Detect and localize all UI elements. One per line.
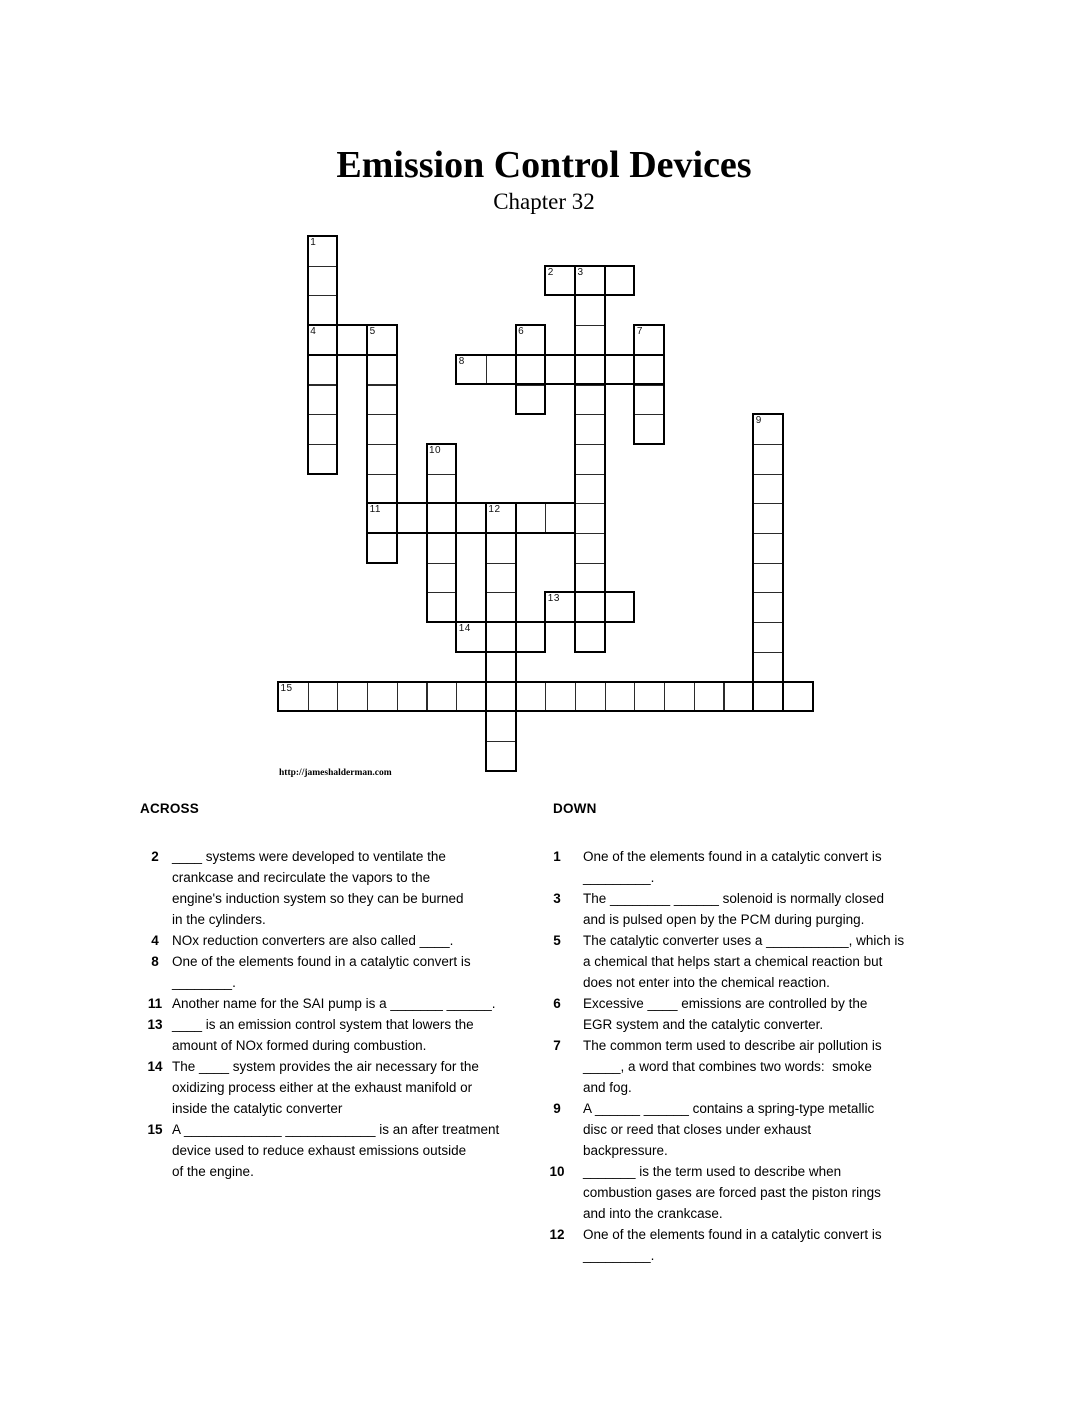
cell-number: 7 (636, 326, 643, 338)
grid-cell (545, 682, 576, 713)
grid-cell (367, 682, 398, 713)
grid-cell (486, 622, 517, 653)
clue-line: a chemical that helps start a chemical reaction but (583, 954, 883, 969)
cell-number: 1 (310, 237, 317, 248)
clue-line: and fog. (583, 1080, 632, 1095)
clue-text (583, 1224, 882, 1266)
grid-cell (575, 474, 606, 505)
grid-cell (427, 563, 458, 594)
clue-text (172, 930, 453, 951)
grid-cell (753, 533, 784, 564)
clue-line: does not enter into the chemical reaction. (583, 975, 830, 990)
cell-number: 2 (547, 266, 554, 278)
clue-text (583, 930, 904, 993)
grid-cell (516, 682, 547, 713)
clue-line: _________. (583, 870, 655, 885)
clue-number: 12 (549, 1227, 565, 1242)
grid-cell (753, 682, 784, 713)
cell-number: 14 (458, 623, 471, 635)
grid-cell (575, 533, 606, 564)
clue-line: EGR system and the catalytic converter. (583, 1017, 824, 1032)
down-header: DOWN (553, 801, 597, 816)
grid-cell (575, 295, 606, 326)
grid-cell (308, 355, 339, 386)
clue-10 (544, 1161, 974, 1224)
clue-11 (142, 993, 572, 1014)
grid-cell (753, 474, 784, 505)
grid-cell (694, 682, 725, 713)
grid-cell (367, 385, 398, 416)
grid-cell (753, 622, 784, 653)
grid-cell (575, 414, 606, 445)
clue-number: 3 (553, 891, 561, 906)
grid-cell (367, 474, 398, 505)
clue-line: One of the elements found in a catalytic convert is (583, 1227, 882, 1242)
clue-number: 10 (549, 1164, 565, 1179)
cell-number: 12 (488, 504, 501, 516)
grid-cell (575, 563, 606, 594)
clue-13 (142, 1014, 572, 1056)
grid-cell (545, 355, 576, 386)
cell-number: 11 (369, 504, 381, 516)
grid-cell (575, 355, 606, 386)
grid-cell (634, 385, 665, 416)
clue-4 (142, 930, 572, 951)
clue-line: inside the catalytic converter (172, 1101, 343, 1116)
grid-cell (575, 385, 606, 416)
clue-number: 1 (553, 849, 561, 864)
clue-line: NOx reduction converters are also called ____. (172, 933, 454, 948)
grid-cell (516, 622, 547, 653)
clue-line: in the cylinders. (172, 912, 266, 927)
grid-cell (486, 652, 517, 683)
clue-14 (142, 1056, 572, 1119)
grid-cell (308, 682, 339, 713)
clue-text (172, 993, 495, 1014)
clue-line: and is pulsed open by the PCM during purging. (583, 912, 865, 927)
source-url: http://jameshalderman.com (279, 768, 392, 778)
clue-number: 6 (553, 996, 561, 1011)
clue-line: engine's induction system so they can be burned (172, 891, 464, 906)
grid-cell (308, 444, 339, 475)
clue-number: 15 (147, 1122, 163, 1137)
grid-cell (783, 682, 814, 713)
grid-cell (427, 682, 458, 713)
grid-cell (427, 474, 458, 505)
cell-number: 8 (458, 355, 465, 367)
grid-cell (634, 355, 665, 386)
grid-cell (605, 266, 636, 297)
clue-number: 9 (553, 1101, 561, 1116)
clue-9 (544, 1098, 974, 1161)
grid-cell (605, 592, 636, 623)
clue-line: The common term used to describe air pollution is (583, 1038, 882, 1053)
clue-line: disc or reed that closes under exhaust (583, 1122, 812, 1137)
cell-number: 9 (755, 415, 762, 427)
cell-number: 15 (280, 682, 293, 694)
clue-line: One of the elements found in a catalytic convert is (172, 954, 471, 969)
grid-cell (456, 503, 487, 534)
grid-cell (575, 325, 606, 356)
grid-cell (753, 503, 784, 534)
clue-text (172, 846, 464, 930)
grid-cell (397, 682, 428, 713)
clue-line: One of the elements found in a catalytic convert is (583, 849, 882, 864)
clue-line: The ________ ______ solenoid is normally closed (583, 891, 884, 906)
clue-text (583, 846, 882, 888)
grid-cell (753, 444, 784, 475)
grid-cell (337, 682, 368, 713)
clue-6 (544, 993, 974, 1035)
grid-cell (753, 592, 784, 623)
clue-1 (544, 846, 974, 888)
grid-cell (545, 503, 576, 534)
grid-cell (634, 682, 665, 713)
grid-cell (456, 682, 487, 713)
clue-text (583, 993, 867, 1035)
cell-number: 5 (369, 326, 376, 338)
clue-text (583, 1098, 874, 1161)
grid-cell (308, 295, 339, 326)
grid-cell (427, 503, 458, 534)
clue-number: 5 (553, 933, 561, 948)
grid-cell (753, 652, 784, 683)
down-clue-list (544, 846, 974, 1266)
clue-2 (142, 846, 572, 930)
cell-number: 4 (310, 326, 317, 338)
clue-line: and into the crankcase. (583, 1206, 723, 1221)
grid-cell (753, 563, 784, 594)
clue-line: A _____________ ____________ is an after treatment (172, 1122, 500, 1137)
grid-cell (427, 533, 458, 564)
clue-text (172, 1014, 474, 1056)
clue-text (172, 1056, 479, 1119)
grid-cell (724, 682, 755, 713)
grid-cell (397, 503, 428, 534)
page-title: Emission Control Devices (336, 144, 752, 186)
grid-cell (337, 325, 368, 356)
grid-cell (664, 682, 695, 713)
grid-cell (486, 533, 517, 564)
grid-cell (367, 355, 398, 386)
grid-cell (605, 355, 636, 386)
clue-number: 7 (553, 1038, 561, 1053)
clue-line: backpressure. (583, 1143, 668, 1158)
clue-line: of the engine. (172, 1164, 254, 1179)
grid-cell (575, 682, 606, 713)
clue-line: _______ is the term used to describe when (583, 1164, 842, 1179)
grid-cell (308, 385, 339, 416)
clue-15 (142, 1119, 572, 1182)
clue-line: Another name for the SAI pump is a _______ ______. (172, 996, 496, 1011)
grid-cell (575, 622, 606, 653)
page-subtitle: Chapter 32 (493, 189, 595, 214)
clue-7 (544, 1035, 974, 1098)
grid-cell (575, 592, 606, 623)
clue-number: 11 (147, 996, 163, 1011)
clue-line: A ______ ______ contains a spring-type metallic (583, 1101, 875, 1116)
grid-cell (486, 711, 517, 742)
across-clue-list (142, 846, 572, 1182)
clue-number: 2 (151, 849, 159, 864)
clue-line: device used to reduce exhaust emissions outside (172, 1143, 467, 1158)
clue-8 (142, 951, 572, 993)
clue-line: _________. (583, 1248, 655, 1263)
cell-number: 13 (547, 593, 560, 605)
clue-line: ____ systems were developed to ventilate the (172, 849, 446, 864)
clue-line: amount of NOx formed during combustion. (172, 1038, 427, 1053)
clue-line: crankcase and recirculate the vapors to the (172, 870, 431, 885)
clue-number: 8 (151, 954, 159, 969)
clue-number: 4 (151, 933, 159, 948)
grid-cell (367, 414, 398, 445)
cell-number: 6 (518, 326, 525, 338)
grid-cell (486, 592, 517, 623)
grid-cell (308, 414, 339, 445)
crossword-grid (278, 236, 814, 772)
clue-text (172, 951, 471, 993)
clue-line: combustion gases are forced past the piston rings (583, 1185, 881, 1200)
grid-cell (486, 563, 517, 594)
grid-cell (308, 266, 339, 297)
grid-cell (486, 682, 517, 713)
grid-cell (427, 592, 458, 623)
grid-cell (516, 385, 547, 416)
clue-12 (544, 1224, 974, 1266)
grid-cell (367, 533, 398, 564)
clue-line: _____, a word that combines two words: smoke (583, 1059, 872, 1074)
clue-line: ____ is an emission control system that lowers the (172, 1017, 474, 1032)
clue-line: The ____ system provides the air necessary for the (172, 1059, 479, 1074)
grid-cell (516, 503, 547, 534)
clue-5 (544, 930, 974, 993)
clue-line: Excessive ____ emissions are controlled by the (583, 996, 868, 1011)
clue-text (583, 888, 884, 930)
clue-number: 14 (147, 1059, 163, 1074)
across-header: ACROSS (140, 801, 199, 816)
grid-cell (367, 444, 398, 475)
clue-number: 13 (147, 1017, 163, 1032)
clue-line: ________. (172, 975, 236, 990)
grid-cell (605, 682, 636, 713)
grid-cell (486, 741, 517, 772)
grid-cell (634, 414, 665, 445)
grid-cell (575, 503, 606, 534)
clue-line: The catalytic converter uses a ___________, which is (583, 933, 905, 948)
clue-line: oxidizing process either at the exhaust manifold or (172, 1080, 473, 1095)
cell-number: 3 (577, 266, 584, 278)
cell-number: 10 (429, 444, 442, 456)
clue-3 (544, 888, 974, 930)
clue-text (172, 1119, 499, 1182)
clue-text (583, 1035, 882, 1098)
clue-text (583, 1161, 881, 1224)
grid-cell (575, 444, 606, 475)
grid-cell (486, 355, 517, 386)
grid-cell (516, 355, 547, 386)
